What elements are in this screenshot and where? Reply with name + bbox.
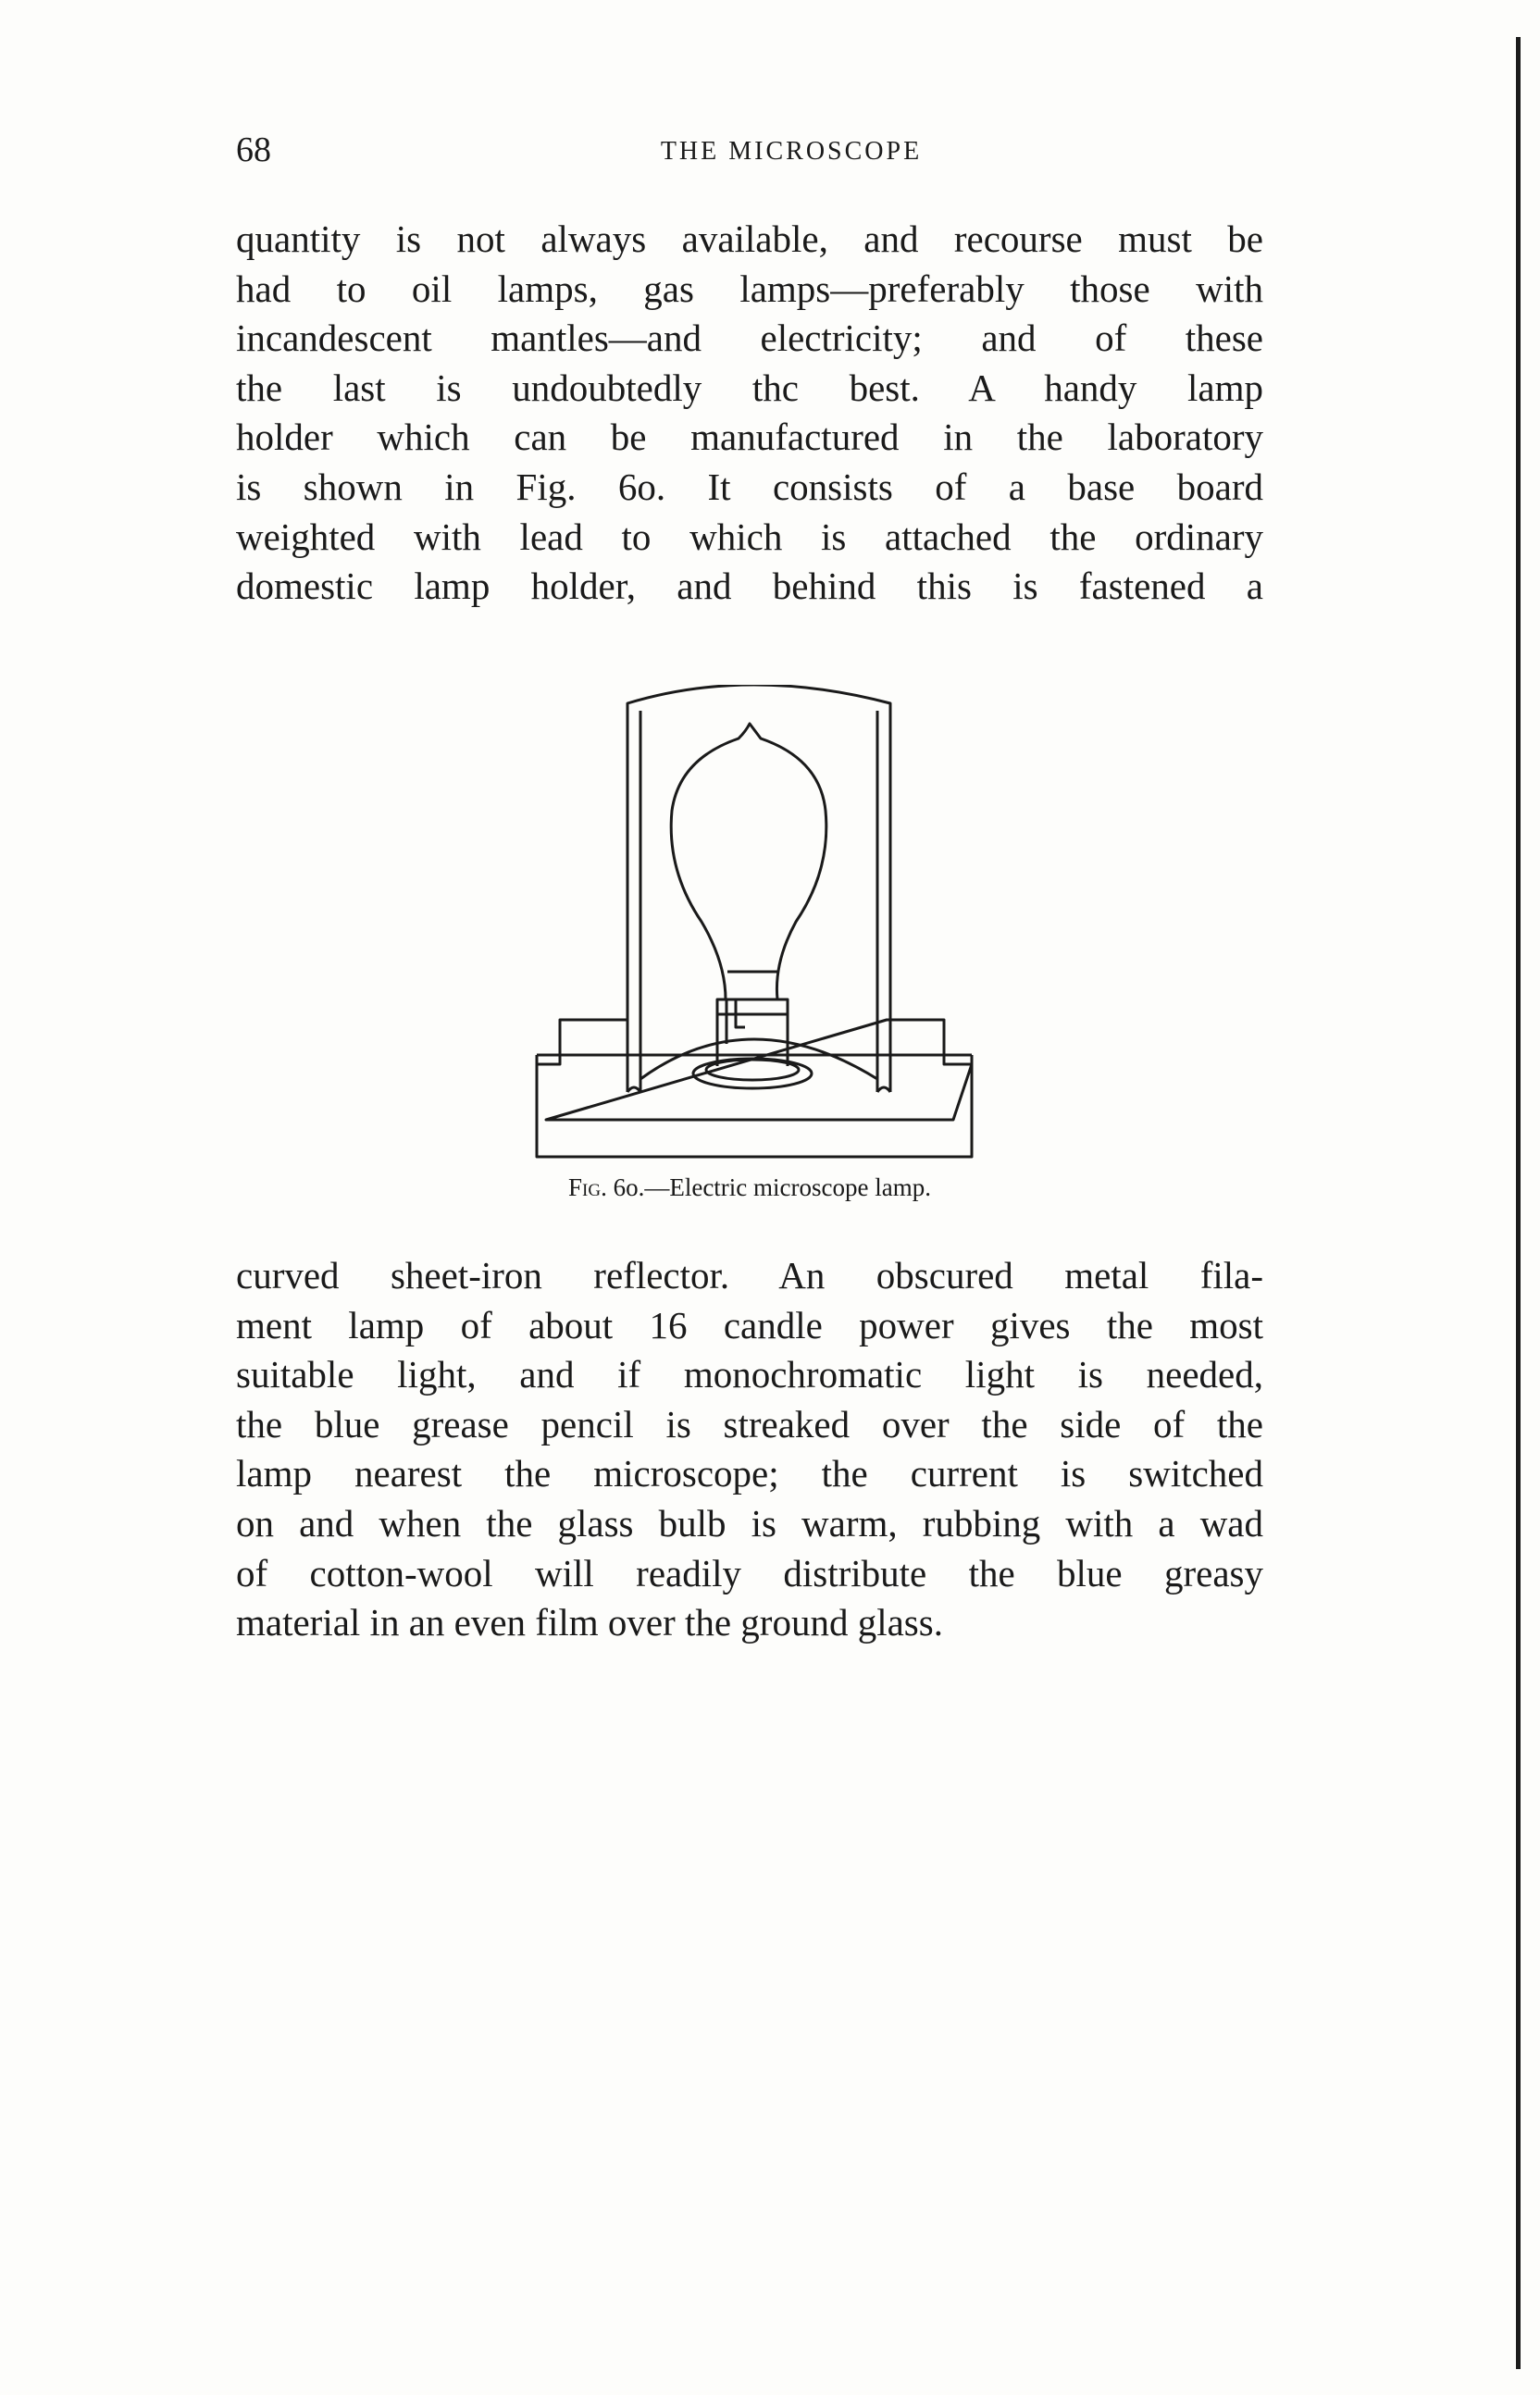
text-line: material in an even film over the ground glass. [236, 1601, 943, 1644]
caption-text: 6o.—Electric microscope lamp. [606, 1173, 931, 1201]
text-line: the last is undoubtedly thc best. A handy lamp [236, 366, 1263, 409]
page-edge-shadow [1516, 37, 1521, 2369]
text-line: is shown in Fig. 6o. It consists of a base board [236, 465, 1263, 508]
text-line: of cotton-wool will readily distribute the blue greasy [236, 1551, 1263, 1595]
figure-electric-lamp [518, 685, 981, 1203]
text-line: quantity is not always available, and recourse must be [236, 217, 1263, 260]
paragraph-1 [236, 215, 1263, 612]
text-line: had to oil lamps, gas lamps—preferably those with [236, 267, 1263, 310]
text-line: on and when the glass bulb is warm, rubbing with a wad [236, 1501, 1263, 1545]
text-line: lamp nearest the microscope; the current is switched [236, 1452, 1263, 1495]
bulb-glass [671, 724, 826, 999]
page-header [236, 130, 1263, 185]
text-line: domestic lamp holder, and behind this is fastened a [236, 565, 1263, 608]
figure-caption [518, 1173, 981, 1202]
text-line: ment lamp of about 16 candle power gives the most [236, 1303, 1263, 1346]
paragraph-2 [236, 1251, 1263, 1648]
socket-bayonet [717, 999, 788, 1044]
running-title: THE MICROSCOPE [660, 137, 923, 166]
text-line: curved sheet-iron reflector. An obscured metal fila- [236, 1254, 1263, 1297]
caption-prefix: Fig. [568, 1173, 607, 1201]
page-number: 68 [236, 130, 271, 169]
text-line: the blue grease pencil is streaked over the side of the [236, 1402, 1263, 1446]
text-line: suitable light, and if monochromatic light is needed, [236, 1353, 1263, 1396]
lamp-illustration [518, 685, 981, 1166]
text-line: holder which can be manufactured in the laboratory [236, 416, 1263, 459]
text-line: incandescent mantles—and electricity; and of these [236, 316, 1263, 360]
text-line: weighted with lead to which is attached the ordinary [236, 515, 1263, 558]
base-board-front [537, 1055, 972, 1157]
base-board-top [537, 1020, 972, 1120]
